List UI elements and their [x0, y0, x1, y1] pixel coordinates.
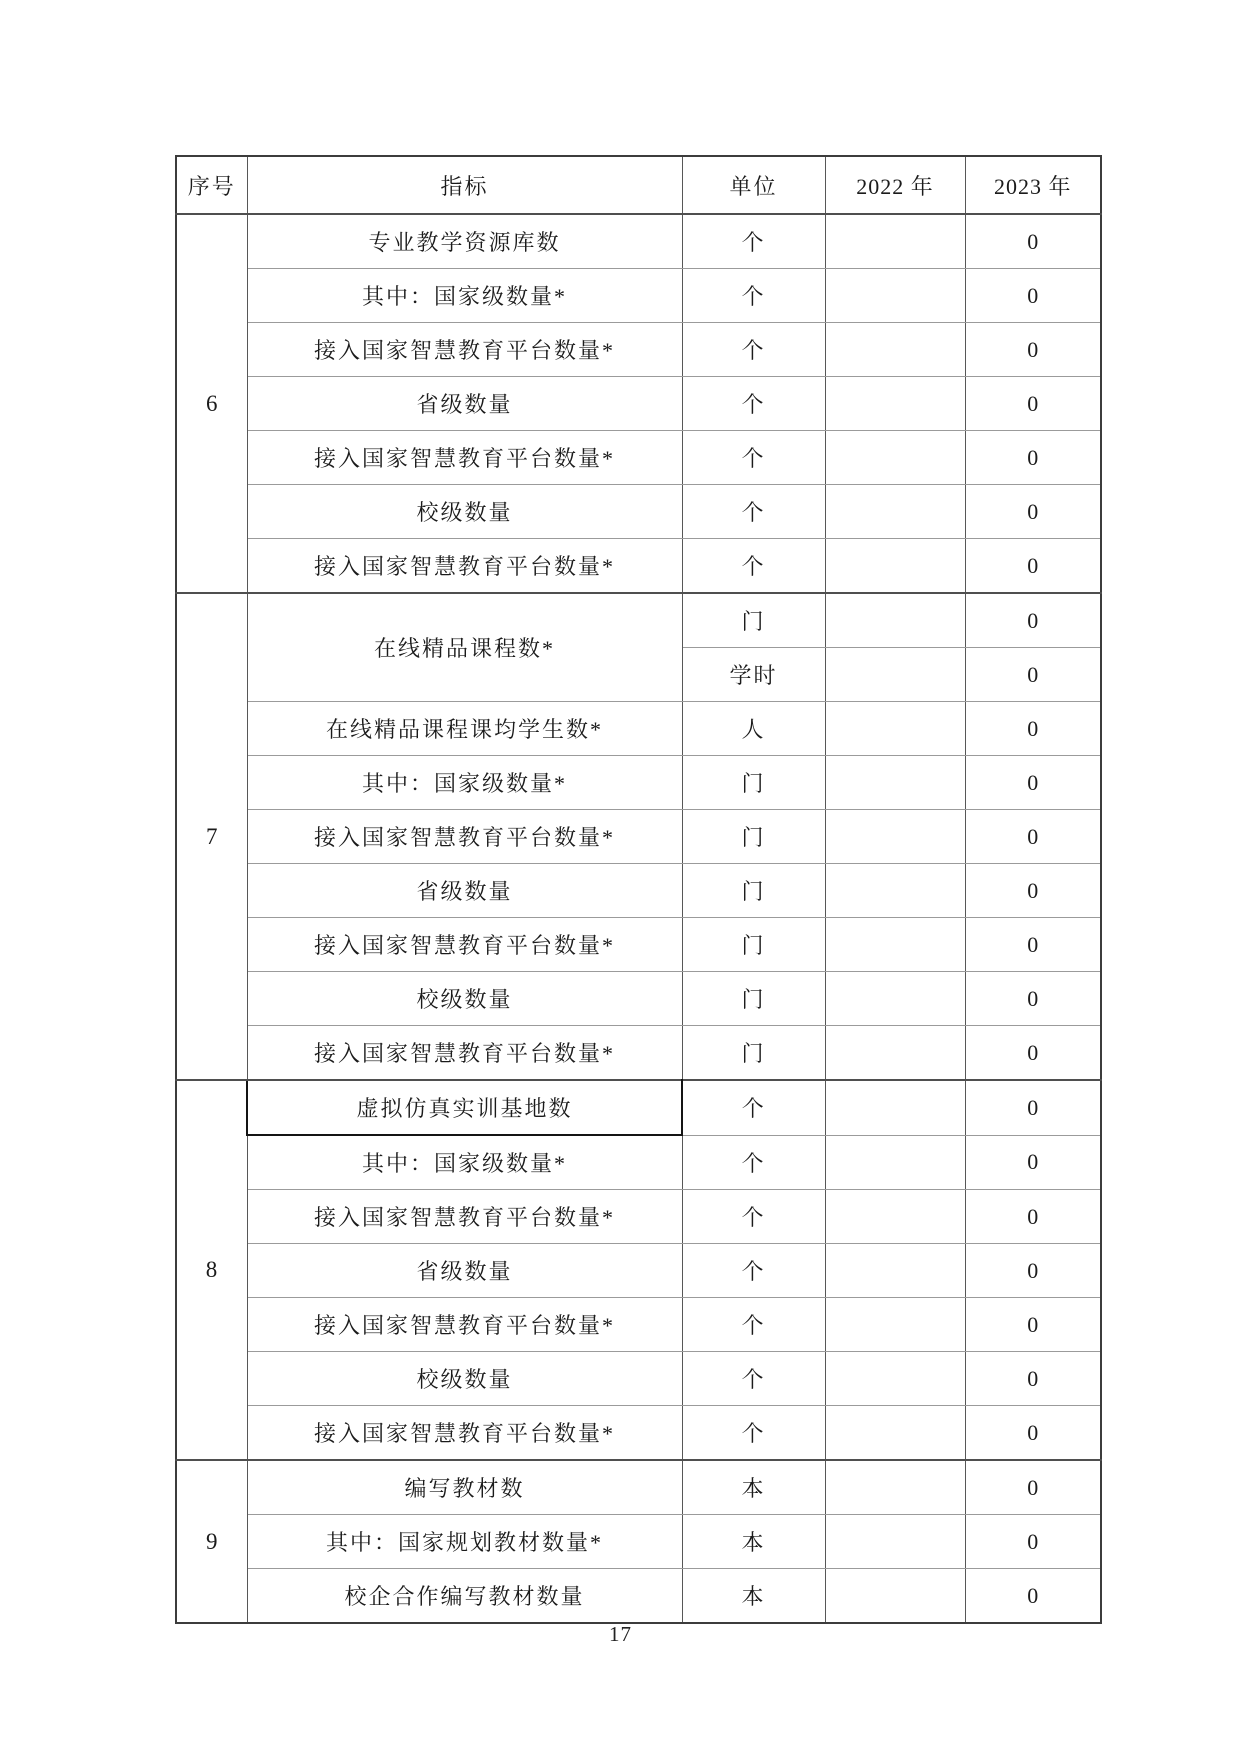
table-row [176, 702, 1101, 756]
unit-cell: 门 [682, 1026, 825, 1081]
unit-cell: 门 [682, 593, 825, 648]
header-2022: 2022 年 [825, 156, 965, 214]
value-2022-cell [825, 431, 965, 485]
value-2022-cell [825, 214, 965, 269]
table-row [176, 864, 1101, 918]
seq-cell: 6 [176, 214, 247, 593]
table-row [176, 269, 1101, 323]
page-number: 17 [609, 1622, 632, 1646]
indicator-cell: 接入国家智慧教育平台数量* [247, 1190, 682, 1244]
indicator-cell: 接入国家智慧教育平台数量* [247, 1026, 682, 1081]
unit-cell: 个 [682, 1244, 825, 1298]
value-2022-cell [825, 702, 965, 756]
value-2023-cell: 0 [965, 1026, 1101, 1081]
value-2022-cell [825, 972, 965, 1026]
value-2023-cell: 0 [965, 1569, 1101, 1624]
value-2022-cell [825, 323, 965, 377]
value-2022-cell [825, 593, 965, 648]
value-2022-cell [825, 648, 965, 702]
unit-cell: 本 [682, 1460, 825, 1515]
unit-cell: 个 [682, 1135, 825, 1190]
value-2023-cell: 0 [965, 485, 1101, 539]
value-2022-cell [825, 1135, 965, 1190]
table-row [176, 1515, 1101, 1569]
indicator-cell: 校级数量 [247, 1352, 682, 1406]
value-2023-cell: 0 [965, 1298, 1101, 1352]
indicator-cell: 其中：国家级数量* [247, 1135, 682, 1190]
value-2023-cell: 0 [965, 593, 1101, 648]
indicator-cell: 其中：国家级数量* [247, 756, 682, 810]
table-row [176, 214, 1101, 269]
value-2023-cell: 0 [965, 431, 1101, 485]
indicator-cell: 接入国家智慧教育平台数量* [247, 431, 682, 485]
seq-cell: 7 [176, 593, 247, 1080]
value-2022-cell [825, 1406, 965, 1461]
value-2023-cell: 0 [965, 1135, 1101, 1190]
value-2023-cell: 0 [965, 702, 1101, 756]
table-row [176, 485, 1101, 539]
unit-cell: 学时 [682, 648, 825, 702]
seq-cell: 8 [176, 1080, 247, 1460]
unit-cell: 个 [682, 1352, 825, 1406]
indicator-cell: 接入国家智慧教育平台数量* [247, 1298, 682, 1352]
unit-cell: 个 [682, 1190, 825, 1244]
value-2022-cell [825, 1026, 965, 1081]
table-row [176, 810, 1101, 864]
table-row [176, 972, 1101, 1026]
value-2023-cell: 0 [965, 972, 1101, 1026]
header-seq: 序号 [176, 156, 247, 214]
indicator-cell: 接入国家智慧教育平台数量* [247, 1406, 682, 1461]
value-2023-cell: 0 [965, 323, 1101, 377]
table-row [176, 756, 1101, 810]
indicator-cell: 省级数量 [247, 377, 682, 431]
indicator-cell: 校企合作编写教材数量 [247, 1569, 682, 1624]
header-2023: 2023 年 [965, 156, 1101, 214]
indicator-cell: 省级数量 [247, 864, 682, 918]
table-row [176, 918, 1101, 972]
value-2022-cell [825, 1569, 965, 1624]
value-2022-cell [825, 485, 965, 539]
unit-cell: 个 [682, 214, 825, 269]
table-row [176, 1244, 1101, 1298]
seq-cell: 9 [176, 1460, 247, 1623]
unit-cell: 个 [682, 323, 825, 377]
table-row [176, 1190, 1101, 1244]
indicator-table [175, 155, 1102, 1624]
indicator-cell: 省级数量 [247, 1244, 682, 1298]
indicator-cell: 其中：国家规划教材数量* [247, 1515, 682, 1569]
unit-cell: 个 [682, 1298, 825, 1352]
unit-cell: 本 [682, 1569, 825, 1624]
value-2022-cell [825, 539, 965, 594]
value-2023-cell: 0 [965, 1406, 1101, 1461]
value-2022-cell [825, 377, 965, 431]
value-2023-cell: 0 [965, 1190, 1101, 1244]
table-row [176, 1460, 1101, 1515]
table-row [176, 431, 1101, 485]
unit-cell: 个 [682, 485, 825, 539]
table-row [176, 1026, 1101, 1081]
unit-cell: 个 [682, 269, 825, 323]
value-2022-cell [825, 1460, 965, 1515]
unit-cell: 个 [682, 539, 825, 594]
value-2023-cell: 0 [965, 648, 1101, 702]
table-header-row [176, 156, 1101, 214]
table-row [176, 593, 1101, 648]
value-2022-cell [825, 864, 965, 918]
value-2023-cell: 0 [965, 1244, 1101, 1298]
header-indicator: 指标 [247, 156, 682, 214]
value-2023-cell: 0 [965, 269, 1101, 323]
indicator-cell: 接入国家智慧教育平台数量* [247, 810, 682, 864]
table-row [176, 1569, 1101, 1624]
indicator-cell: 接入国家智慧教育平台数量* [247, 323, 682, 377]
unit-cell: 个 [682, 431, 825, 485]
table-row [176, 1135, 1101, 1190]
indicator-cell: 接入国家智慧教育平台数量* [247, 539, 682, 594]
indicator-cell: 专业教学资源库数 [247, 214, 682, 269]
value-2022-cell [825, 1352, 965, 1406]
value-2022-cell [825, 1298, 965, 1352]
value-2023-cell: 0 [965, 214, 1101, 269]
indicator-cell: 在线精品课程课均学生数* [247, 702, 682, 756]
table-row [176, 323, 1101, 377]
unit-cell: 个 [682, 1080, 825, 1135]
table-row [176, 1352, 1101, 1406]
unit-cell: 个 [682, 1406, 825, 1461]
value-2022-cell [825, 1244, 965, 1298]
value-2023-cell: 0 [965, 1460, 1101, 1515]
header-unit: 单位 [682, 156, 825, 214]
value-2022-cell [825, 918, 965, 972]
value-2022-cell [825, 269, 965, 323]
value-2023-cell: 0 [965, 756, 1101, 810]
table-row [176, 1080, 1101, 1135]
value-2023-cell: 0 [965, 1352, 1101, 1406]
indicator-cell: 其中：国家级数量* [247, 269, 682, 323]
unit-cell: 个 [682, 377, 825, 431]
table-row [176, 1406, 1101, 1461]
unit-cell: 门 [682, 810, 825, 864]
unit-cell: 门 [682, 972, 825, 1026]
indicator-cell: 校级数量 [247, 485, 682, 539]
value-2022-cell [825, 756, 965, 810]
indicator-cell: 校级数量 [247, 972, 682, 1026]
unit-cell: 门 [682, 864, 825, 918]
value-2023-cell: 0 [965, 1080, 1101, 1135]
table-row [176, 1298, 1101, 1352]
table-row [176, 539, 1101, 594]
value-2023-cell: 0 [965, 1515, 1101, 1569]
unit-cell: 门 [682, 756, 825, 810]
unit-cell: 本 [682, 1515, 825, 1569]
value-2022-cell [825, 810, 965, 864]
value-2023-cell: 0 [965, 918, 1101, 972]
value-2023-cell: 0 [965, 377, 1101, 431]
value-2023-cell: 0 [965, 539, 1101, 594]
indicator-cell: 在线精品课程数* [247, 593, 682, 702]
value-2023-cell: 0 [965, 810, 1101, 864]
indicator-cell: 接入国家智慧教育平台数量* [247, 918, 682, 972]
table-row [176, 377, 1101, 431]
value-2022-cell [825, 1190, 965, 1244]
indicator-cell: 编写教材数 [247, 1460, 682, 1515]
value-2022-cell [825, 1080, 965, 1135]
value-2023-cell: 0 [965, 864, 1101, 918]
unit-cell: 人 [682, 702, 825, 756]
unit-cell: 门 [682, 918, 825, 972]
indicator-cell: 虚拟仿真实训基地数 [247, 1080, 682, 1135]
value-2022-cell [825, 1515, 965, 1569]
